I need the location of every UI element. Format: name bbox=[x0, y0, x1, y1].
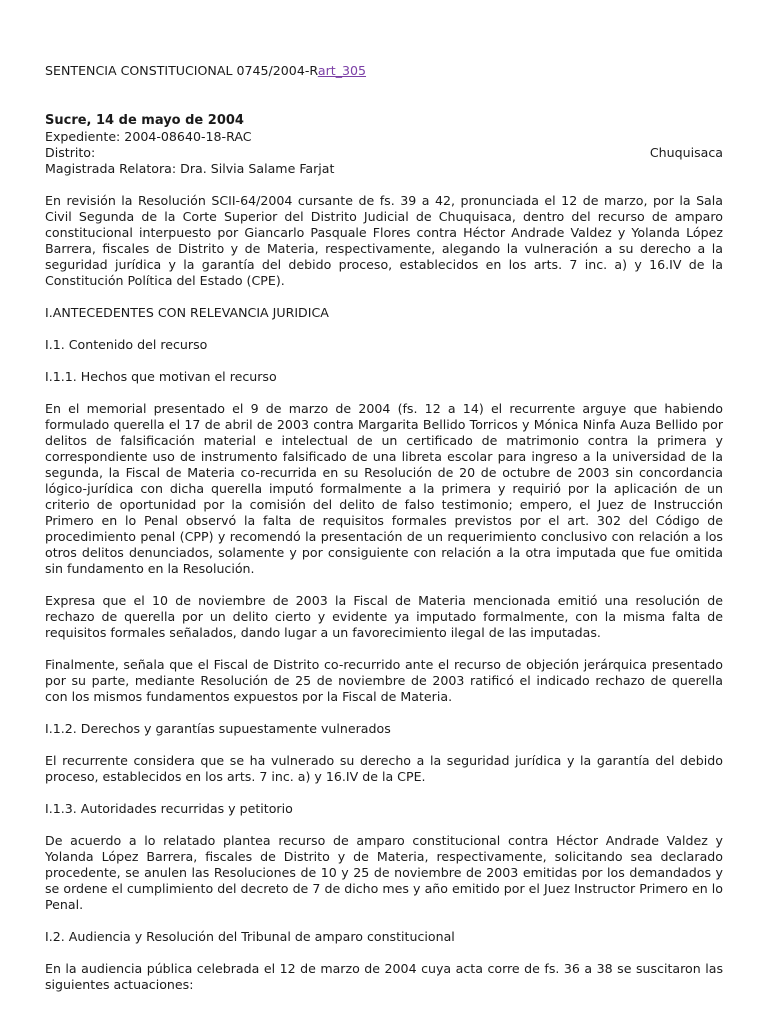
section-heading-1-1: I.1. Contenido del recurso bbox=[45, 337, 208, 352]
expediente: Expediente: 2004-08640-18-RAC bbox=[45, 129, 252, 144]
distrito-row bbox=[45, 145, 723, 161]
paragraph-hechos-1: En el memorial presentado el 9 de marzo de 2004 (fs. 12 a 14) el recurrente arguye que habiendo formulado querella el 17 de abril de 2003 contra Margarita Bellido Torricos y Mónica Ninfa Auza Bellido por delitos de falsificación material e intelectual de un certificado de matrimonio contra la primera y correspondiente uso de instrumento falsificado de una libreta escolar para ingreso a la universidad de la segunda, la Fiscal de Materia co-recurrida en su Resolución de 20 de octubre de 2003 sin concordancia lógico-jurídica con dicha querella imputó formalmente a la primera y requirió por la aplicación de un criterio de oportunidad por la comisión del delito de falso testimonio; empero, el Juez de Instrucción Primero en lo Penal observó la falta de requisitos formales previstos por el art. 302 del Código de procedimiento penal (CPP) y recomendó la presentación de un requerimiento conclusivo con relación a los otros delitos denunciados, solamente y por consiguiente con relación a la otra imputada que fue omitida sin fundamento en la Resolución. bbox=[45, 401, 723, 576]
section-heading-1-1-3: I.1.3. Autoridades recurridas y petitorio bbox=[45, 801, 293, 816]
section-heading-1-1-1: I.1.1. Hechos que motivan el recurso bbox=[45, 369, 277, 384]
title-text: SENTENCIA CONSTITUCIONAL 0745/2004-R bbox=[45, 63, 318, 78]
section-heading-1: I.ANTECEDENTES CON RELEVANCIA JURIDICA bbox=[45, 305, 329, 320]
paragraph-audiencia: En la audiencia pública celebrada el 12 de marzo de 2004 cuya acta corre de fs. 36 a 38 se suscitaron las siguientes actuaciones: bbox=[45, 961, 723, 992]
document-date: Sucre, 14 de mayo de 2004 bbox=[45, 113, 244, 128]
paragraph-hechos-2: Expresa que el 10 de noviembre de 2003 la Fiscal de Materia mencionada emitió una resolución de rechazo de querella por un delito cierto y evidente ya imputado formalmente, con la misma falta de requisitos formales señalados, dando lugar a un favorecimiento ilegal de las imputadas. bbox=[45, 593, 723, 640]
distrito-value: Chuquisaca bbox=[649, 145, 723, 160]
distrito-label: Distrito: bbox=[45, 145, 96, 160]
document-title bbox=[45, 63, 723, 79]
header-block bbox=[45, 113, 723, 177]
intro-paragraph: En revisión la Resolución SCII-64/2004 cursante de fs. 39 a 42, pronunciada el 12 de marzo, por la Sala Civil Segunda de la Corte Superior del Distrito Judicial de Chuquisaca, dentro del recurso de amparo constitucional interpuesto por Giancarlo Pasquale Flores contra Héctor Andrade Valdez y Yolanda López Barrera, fiscales de Distrito y de Materia, respectivamente, alegando la vulneración a su derecho a la seguridad jurídica y la garantía del debido proceso, establecidos en los arts. 7 inc. a) y 16.IV de la Constitución Política del Estado (CPE). bbox=[45, 193, 723, 288]
section-heading-1-1-2: I.1.2. Derechos y garantías supuestamente vulnerados bbox=[45, 721, 391, 736]
magistrada-relatora: Magistrada Relatora: Dra. Silvia Salame Farjat bbox=[45, 161, 335, 176]
paragraph-petitorio: De acuerdo a lo relatado plantea recurso de amparo constitucional contra Héctor Andrade Valdez y Yolanda López Barrera, fiscales de Distrito y de Materia, respectivamente, solicitando sea declarado procedente, se anulen las Resoluciones de 10 y 25 de noviembre de 2003 emitidas por los demandados y se ordene el cumplimiento del decreto de 7 de dicho mes y año emitido por el Juez Instructor Primero en lo Penal. bbox=[45, 833, 723, 912]
paragraph-hechos-3: Finalmente, señala que el Fiscal de Distrito co-recurrido ante el recurso de objeción jerárquica presentado por su parte, mediante Resolución de 25 de noviembre de 2003 ratificó el indicado rechazo de querella con los mismos fundamentos expuestos por la Fiscal de Materia. bbox=[45, 657, 723, 704]
paragraph-derechos: El recurrente considera que se ha vulnerado su derecho a la seguridad jurídica y la garantía del debido proceso, establecidos en los arts. 7 inc. a) y 16.IV de la CPE. bbox=[45, 753, 723, 784]
section-heading-1-2: I.2. Audiencia y Resolución del Tribunal de amparo constitucional bbox=[45, 929, 455, 944]
title-link[interactable]: art_305 bbox=[317, 63, 367, 78]
